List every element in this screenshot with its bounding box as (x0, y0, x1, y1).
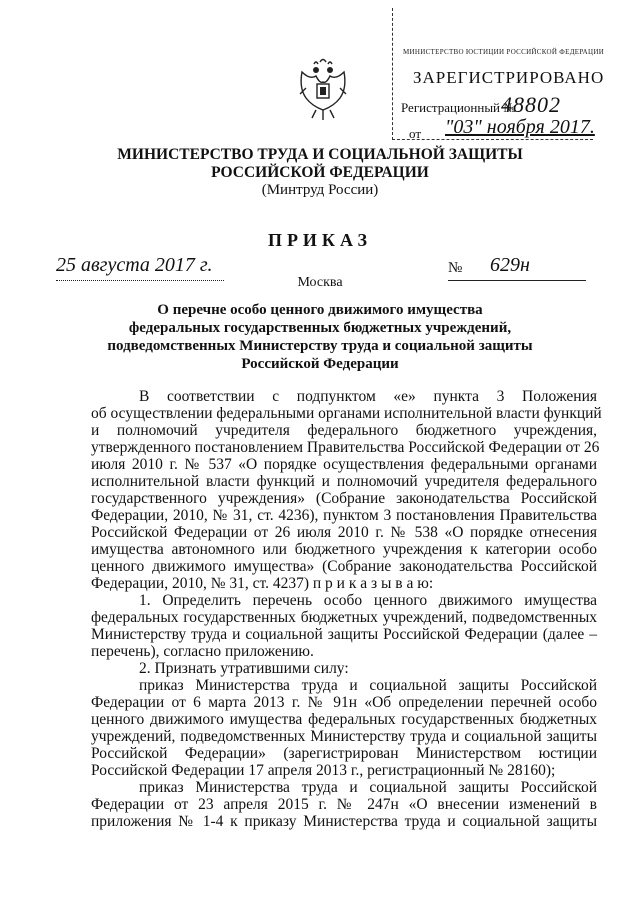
body-line: июля 2010 г. № 537 «О порядке осуществления федеральными органами (91, 456, 597, 473)
body-line: учреждений, подведомственных Министерству труда и социальной защиты (91, 728, 597, 745)
body-line: Российской Федерации» (зарегистрирован Министерством юстиции (91, 745, 597, 762)
order-number: 629н (490, 254, 530, 276)
body-line: Российской Федерации 17 апреля 2013 г., регистрационный № 28160); (91, 762, 556, 779)
body-line: Федерации от 23 апреля 2015 г. № 247н «О внесении изменений в (91, 796, 597, 813)
body-line: 2. Признать утратившими силу: (139, 660, 349, 677)
body-line: Министерству труда и социальной защиты Российской Федерации (далее – (91, 626, 597, 643)
registration-stamp (392, 8, 605, 141)
body-line: 1. Определить перечень особо ценного движимого имущества (139, 592, 597, 609)
body-line: Федерации от 6 марта 2013 г. № 91н «Об определении перечней особо (91, 694, 597, 711)
stamp-registered: ЗАРЕГИСТРИРОВАНО (413, 68, 605, 87)
body-line: приказ Министерства труда и социальной защиты Российской (139, 779, 597, 796)
order-title: ПРИКАЗ (267, 230, 373, 250)
stamp-date-value: "03" ноября 2017. (445, 116, 595, 138)
body-line: государственного учреждения» (Собрание законодательства Российской (91, 490, 597, 507)
subject-line: подведомственных Министерству труда и социальной защиты (107, 338, 533, 354)
body-line: имущества автономного или бюджетного учреждения к категории особо (91, 541, 597, 558)
body-line: приказ Министерства труда и социальной защиты Российской (139, 677, 597, 694)
body-line: об осуществлении федеральными органами исполнительной власти функций (91, 405, 602, 422)
ministry-name-line-1: МИНИСТЕРСТВО ТРУДА И СОЦИАЛЬНОЙ ЗАЩИТЫ (117, 146, 523, 163)
body-line: федеральных государственных бюджетных учреждений, подведомственных (91, 609, 597, 626)
stamp-department: МИНИСТЕРСТВО ЮСТИЦИИ РОССИЙСКОЙ ФЕДЕРАЦИИ (403, 48, 605, 56)
body-line: утвержденного постановлением Правительства Российской Федерации от 26 (91, 439, 600, 456)
ministry-name-line-2: РОССИЙСКОЙ ФЕДЕРАЦИИ (211, 164, 429, 181)
order-number-label: № (448, 260, 463, 276)
body-line: перечень), согласно приложению. (91, 643, 314, 660)
body-line: приложения № 1-4 к приказу Министерства труда и социальной защиты (91, 813, 597, 830)
body-line: В соответствии с подпунктом «е» пункта 3 Положения (139, 388, 597, 405)
coat-of-arms-icon (296, 58, 350, 122)
body-line: Федерации, 2010, № 31, ст. 4237) п р и к а з ы в а ю: (91, 575, 434, 592)
order-city: Москва (297, 275, 343, 290)
body-line: ценного движимого имущества федеральных государственных бюджетных (91, 711, 597, 728)
ministry-short-name: (Минтруд России) (261, 182, 379, 198)
subject-line: федеральных государственных бюджетных учреждений, (128, 320, 512, 336)
body-line: Российской Федерации от 26 июля 2010 г. № 538 «О порядке отнесения (91, 524, 597, 541)
body-line: ценного движимого имущества» (Собрание законодательства Российской (91, 558, 597, 575)
body-line: исполнительной власти функций и полномочий учредителя федерального (91, 473, 597, 490)
subject-line: О перечне особо ценного движимого имущества (157, 302, 483, 318)
stamp-date-label: от (409, 126, 422, 141)
body-line: и полномочий учредителя федерального бюджетного учреждения, (91, 422, 597, 439)
body-line: Федерации, 2010, № 31, ст. 4236), пунктом 3 постановления Правительства (91, 507, 597, 524)
stamp-number-label: Регистрационный № (401, 100, 516, 115)
subject-line: Российской Федерации (241, 356, 399, 372)
stamp-number-value: 48802 (501, 92, 561, 117)
order-date: 25 августа 2017 г. (56, 254, 213, 276)
